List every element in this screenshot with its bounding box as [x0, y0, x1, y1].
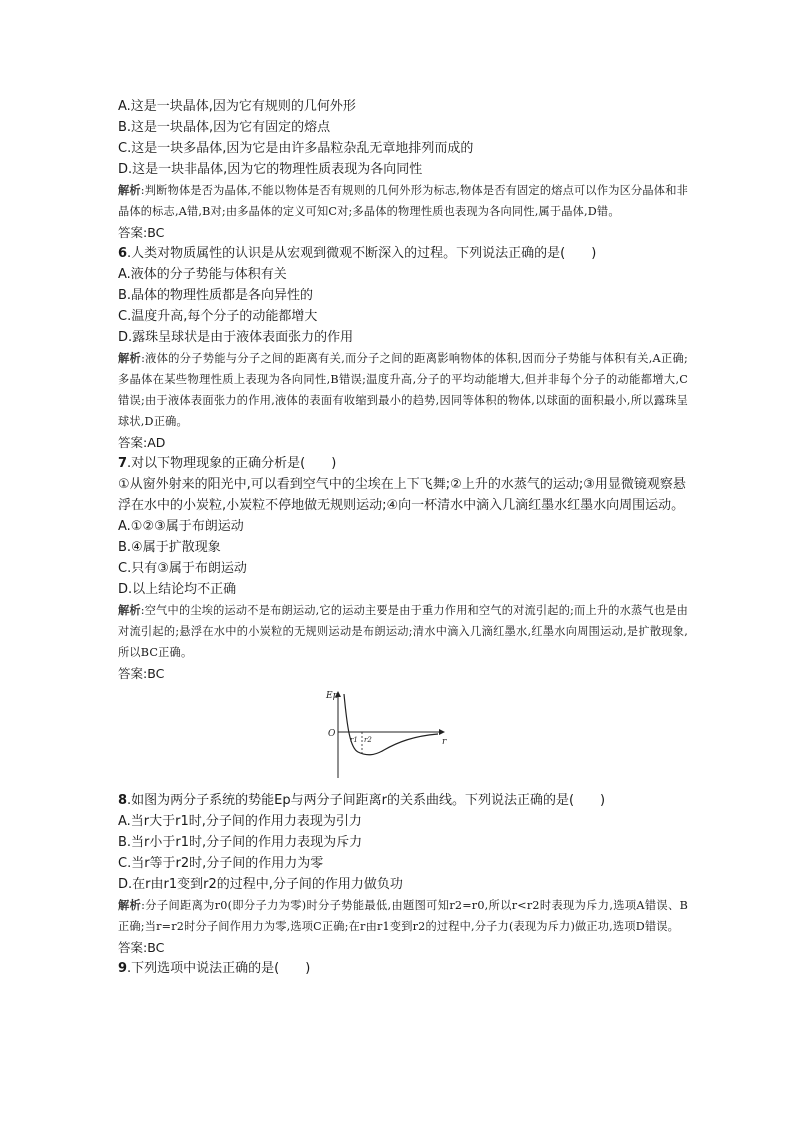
q5-option-d: D.这是一块非晶体,因为它的物理性质表现为各向同性: [118, 162, 423, 177]
q6-number: 6: [118, 246, 128, 261]
potential-energy-graph: [314, 686, 454, 782]
q6-answer: 答案:AD: [118, 435, 166, 450]
q5-answer: 答案:BC: [118, 225, 165, 240]
q9-stem: [118, 958, 688, 979]
q6-option-d: D.露珠呈球状是由于液体表面张力的作用: [118, 330, 354, 345]
q9-stem-text: .下列选项中说法正确的是( ): [127, 961, 311, 976]
q6-option-a: A.液体的分子势能与体积有关: [118, 267, 287, 282]
q8-option-b: B.当r小于r1时,分子间的作用力表现为斥力: [118, 835, 363, 850]
q7-option-c: C.只有③属于布朗运动: [118, 561, 247, 576]
q6-analysis-text: :液体的分子势能与分子之间的距离有关,而分子之间的距离影响物体的体积,因而分子势能与体积有关,A正确;多晶体在某些物理性质上表现为各向同性,B错误;温度升高,分子的平均动能增大,但并非每个分子的动能都增大,C错误;由于液体表面张力的作用,液体的表面有收缩到最小的趋势,因同等体积的物体,以球面的面积最小,所以露珠呈球状,D正确。: [118, 352, 688, 428]
x-axis-label: r: [442, 737, 447, 747]
q8-stem-text: .如图为两分子系统的势能Ep与两分子间距离r的关系曲线。下列说法正确的是( ): [127, 793, 606, 808]
q7-option-a: A.①②③属于布朗运动: [118, 519, 244, 534]
potential-energy-figure: [118, 686, 688, 786]
q7-option-d: D.以上结论均不正确: [118, 582, 237, 597]
q5-option-a: A.这是一块晶体,因为它有规则的几何外形: [118, 99, 356, 114]
q6-analysis-label: 解析: [118, 351, 142, 365]
q6-option-b: B.晶体的物理性质都是各向异性的: [118, 288, 314, 303]
q5-option-c: C.这是一块多晶体,因为它是由许多晶粒杂乱无章地排列而成的: [118, 141, 474, 156]
q5-analysis: [118, 180, 688, 222]
r2-label: r2: [364, 736, 372, 744]
q6-stem-text: .人类对物质属性的认识是从宏观到微观不断深入的过程。下列说法正确的是( ): [127, 246, 597, 261]
q7-body: ①从窗外射来的阳光中,可以看到空气中的尘埃在上下飞舞;②上升的水蒸气的运动;③用显微镜观察悬浮在水中的小炭粒,小炭粒不停地做无规则运动;④向一杯清水中滴入几滴红墨水红墨水向周围运动。: [118, 477, 686, 513]
q5-analysis-label: 解析: [118, 183, 141, 197]
q6-analysis: [118, 348, 688, 432]
q5-option-b: B.这是一块晶体,因为它有固定的熔点: [118, 120, 331, 135]
q7-answer: 答案:BC: [118, 666, 165, 681]
q8-option-c: C.当r等于r2时,分子间的作用力为零: [118, 856, 324, 871]
q8-number: 8: [118, 793, 128, 808]
potential-curve: [344, 694, 438, 755]
q8-answer: 答案:BC: [118, 940, 165, 955]
q7-analysis-label: 解析: [118, 603, 141, 617]
q6-option-c: C.温度升高,每个分子的动能都增大: [118, 309, 318, 324]
q9-number: 9: [118, 961, 128, 976]
q8-analysis-text: :分子间距离为r0(即分子力为零)时分子势能最低,由题图可知r2=r0,所以r<r2时表现为斥力,选项A错误、B正确;当r=r2时分子间作用力为零,选项C正确;在r由r1变到r2的过程中,分子力(表现为斥力)做正功,选项D错误。: [118, 899, 688, 933]
document-page: [118, 96, 688, 979]
q8-stem: [118, 790, 688, 811]
q8-option-a: A.当r大于r1时,分子间的作用力表现为引力: [118, 814, 362, 829]
q7-analysis-text: :空气中的尘埃的运动不是布朗运动,它的运动主要是由于重力作用和空气的对流引起的;而上升的水蒸气也是由对流引起的;悬浮在水中的小炭粒的无规则运动是布朗运动;清水中滴入几滴红墨水,红墨水向周围运动,是扩散现象,所以BC正确。: [118, 604, 688, 659]
origin-label: O: [328, 729, 336, 739]
y-axis-label: Ep: [326, 691, 339, 701]
q6-stem: [118, 243, 688, 264]
q7-analysis: [118, 600, 688, 663]
q5-analysis-text: :判断物体是否为晶体,不能以物体是否有规则的几何外形为标志,物体是否有固定的熔点可以作为区分晶体和非晶体的标志,A错,B对;由多晶体的定义可知C对;多晶体的物理性质也表现为各向同性,属于晶体,D错。: [118, 184, 688, 218]
q8-option-d: D.在r由r1变到r2的过程中,分子间的作用力做负功: [118, 877, 403, 892]
q7-option-b: B.④属于扩散现象: [118, 540, 221, 555]
r1-label: r1: [350, 736, 358, 744]
q7-number: 7: [118, 456, 128, 471]
q7-stem: [118, 453, 688, 474]
q7-stem-text: .对以下物理现象的正确分析是( ): [127, 456, 337, 471]
q8-analysis-label: 解析: [118, 898, 142, 912]
q8-analysis: [118, 895, 688, 937]
